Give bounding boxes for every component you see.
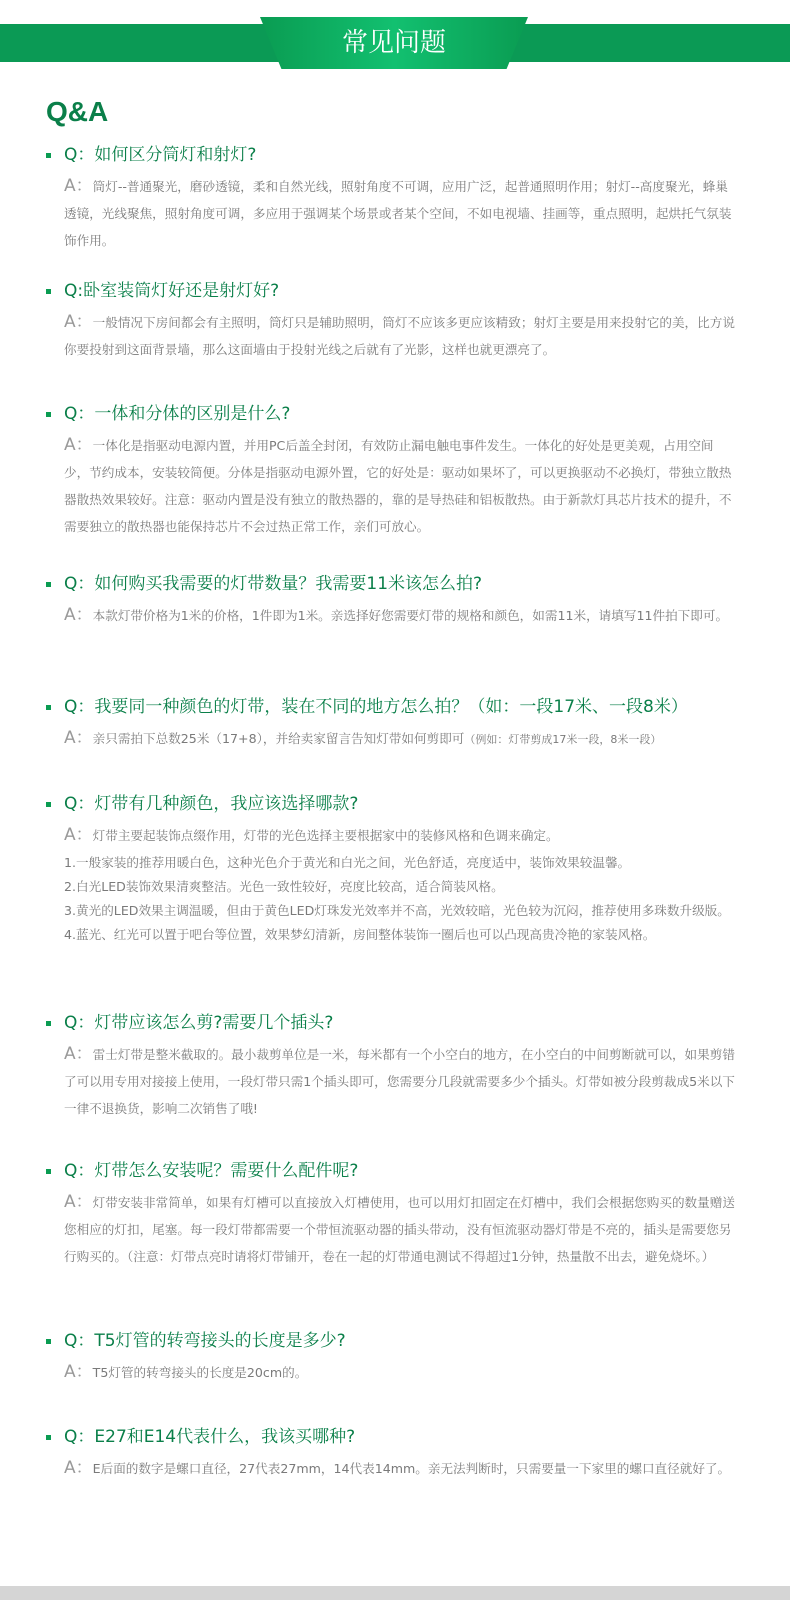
answer-text: 亲只需拍下总数25米（17+8），并给卖家留言告知灯带如何剪即可 xyxy=(92,731,465,746)
qa-item xyxy=(46,1426,736,1482)
answer xyxy=(64,1359,736,1386)
answer-text: T5灯管的转弯接头的长度是20cm的。 xyxy=(92,1365,308,1380)
answer-label: A： xyxy=(64,728,93,748)
question-text: Q：一体和分体的区别是什么? xyxy=(64,404,291,424)
question-text: Q：灯带应该怎么剪?需要几个插头? xyxy=(64,1013,334,1033)
bullet-icon xyxy=(46,705,51,710)
answer-label: A： xyxy=(64,1044,93,1064)
question xyxy=(46,696,736,718)
answer-text: 筒灯--普通聚光，磨砂透镜，柔和自然光线，照射角度不可调，应用广泛，起普通照明作用；射灯--高度聚光，蜂巢透镜，光线聚焦，照射角度可调，多应用于强调某个场景或者某个空间，不如电视墙、挂画等，重点照明，起烘托气氛装饰作用。 xyxy=(64,179,732,248)
bullet-icon xyxy=(46,1435,51,1440)
answer xyxy=(64,725,736,753)
bullet-icon xyxy=(46,1169,51,1174)
list-item: 2.白光LED装饰效果清爽整洁。光色一致性较好，亮度比较高，适合简装风格。 xyxy=(64,879,504,894)
answer-text: 灯带主要起装饰点缀作用，灯带的光色选择主要根据家中的装修风格和色调来确定。 xyxy=(92,828,559,843)
question xyxy=(46,144,736,166)
answer-label: A： xyxy=(64,1458,93,1478)
answer xyxy=(64,1041,736,1122)
qa-item xyxy=(46,1330,736,1386)
question-text: Q：如何区分筒灯和射灯? xyxy=(64,145,257,165)
answer-label: A： xyxy=(64,176,93,196)
answer-text: 雷士灯带是整米截取的。最小裁剪单位是一米，每米都有一个小空白的地方，在小空白的中间剪断就可以，如果剪错了可以用专用对接接上使用，一段灯带只需1个插头即可，您需要分几段就需要多少个插头。灯带如被分段剪裁成5米以下一律不退换货，影响二次销售了哦! xyxy=(64,1047,735,1116)
answer xyxy=(64,173,736,254)
list-item: 1.一般家装的推荐用暖白色，这种光色介于黄光和白光之间，光色舒适，亮度适中，装饰效果较温馨。 xyxy=(64,855,631,870)
question-text: Q：灯带怎么安装呢？需要什么配件呢? xyxy=(64,1161,359,1181)
answer xyxy=(64,432,736,540)
answer xyxy=(64,1455,736,1482)
question xyxy=(46,1330,736,1352)
question xyxy=(46,280,736,302)
qa-item xyxy=(46,573,736,629)
answer xyxy=(64,1189,736,1270)
qa-item xyxy=(46,1012,736,1122)
bullet-icon xyxy=(46,153,51,158)
bullet-icon xyxy=(46,412,51,417)
answer-text: 灯带安装非常简单，如果有灯槽可以直接放入灯槽使用，也可以用灯扣固定在灯槽中，我们会根据您购买的数量赠送您相应的灯扣，尾塞。每一段灯带都需要一个带恒流驱动器的插头带动，没有恒流驱动器灯带是不亮的，插头是需要您另行购买的。（注意：灯带点亮时请将灯带铺开，卷在一起的灯带通电测试不得超过1分钟，热量散不出去，避免烧坏。） xyxy=(64,1195,735,1264)
question xyxy=(46,403,736,425)
question-text: Q：如何购买我需要的灯带数量？我需要11米该怎么拍? xyxy=(64,574,483,594)
question xyxy=(46,573,736,595)
answer-note: （例如：灯带剪成17米一段，8米一段） xyxy=(464,733,662,746)
answer-text: 一般情况下房间都会有主照明，筒灯只是辅助照明，筒灯不应该多更应该精致；射灯主要是用来投射它的美，比方说你要投射到这面背景墙，那么这面墙由于投射光线之后就有了光影，这样也就更漂亮了。 xyxy=(64,315,735,357)
answer xyxy=(64,822,736,849)
answer-label: A： xyxy=(64,435,93,455)
page-title: 常见问题 xyxy=(341,28,446,58)
answer-list xyxy=(64,851,736,947)
list-item: 3.黄光的LED效果主调温暖，但由于黄色LED灯珠发光效率并不高，光效较暗，光色较为沉闷，推荐使用多珠数升级版。 xyxy=(64,903,730,918)
question xyxy=(46,1426,736,1448)
answer-label: A： xyxy=(64,1362,93,1382)
answer-label: A： xyxy=(64,825,93,845)
question xyxy=(46,793,736,815)
answer-label: A： xyxy=(64,1192,93,1212)
footer-bar xyxy=(0,1586,790,1600)
bullet-icon xyxy=(46,802,51,807)
qa-item xyxy=(46,696,736,753)
answer-label: A： xyxy=(64,312,93,332)
question-text: Q:卧室装筒灯好还是射灯好? xyxy=(64,281,280,301)
qa-item xyxy=(46,793,736,947)
answer-text: 一体化是指驱动电源内置，并用PC后盖全封闭，有效防止漏电触电事件发生。一体化的好处是更美观，占用空间少，节约成本，安装较简便。分体是指驱动电源外置，它的好处是：驱动如果坏了，可以更换驱动不必换灯，带独立散热器散热效果较好。注意：驱动内置是没有独立的散热器的，靠的是导热硅和铝板散热。由于新款灯具芯片技术的提升，不需要独立的散热器也能保持芯片不会过热正常工作，亲们可放心。 xyxy=(64,438,732,534)
bullet-icon xyxy=(46,582,51,587)
answer xyxy=(64,602,736,629)
question xyxy=(46,1012,736,1034)
answer-label: A： xyxy=(64,605,93,625)
qa-item xyxy=(46,403,736,540)
question-text: Q：灯带有几种颜色，我应该选择哪款? xyxy=(64,794,359,814)
qa-heading: Q&A xyxy=(46,96,109,127)
question xyxy=(46,1160,736,1182)
answer xyxy=(64,309,736,363)
list-item: 4.蓝光、红光可以置于吧台等位置，效果梦幻清新，房间整体装饰一圈后也可以凸现高贵冷艳的家装风格。 xyxy=(64,927,656,942)
qa-item xyxy=(46,1160,736,1270)
question-text: Q：E27和E14代表什么，我该买哪种? xyxy=(64,1427,356,1447)
qa-item xyxy=(46,280,736,363)
answer-text: E后面的数字是螺口直径，27代表27mm，14代表14mm。亲无法判断时，只需要量一下家里的螺口直径就好了。 xyxy=(92,1461,731,1476)
qa-item xyxy=(46,144,736,254)
answer-text: 本款灯带价格为1米的价格，1件即为1米。亲选择好您需要灯带的规格和颜色，如需11米，请填写11件拍下即可。 xyxy=(92,608,729,623)
question-text: Q：我要同一种颜色的灯带，装在不同的地方怎么拍？（如：一段17米、一段8米） xyxy=(64,697,688,717)
bullet-icon xyxy=(46,289,51,294)
question-text: Q：T5灯管的转弯接头的长度是多少? xyxy=(64,1331,346,1351)
bullet-icon xyxy=(46,1339,51,1344)
bullet-icon xyxy=(46,1021,51,1026)
